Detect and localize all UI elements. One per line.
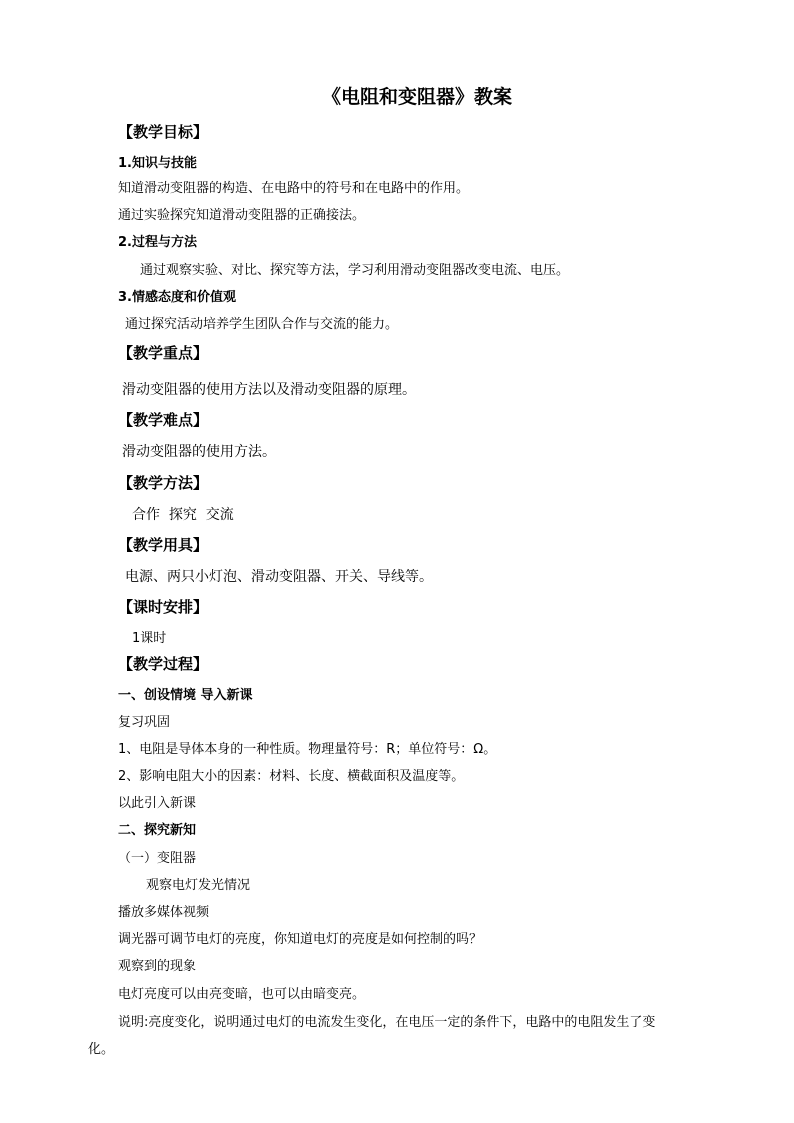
methods-heading: 【教学方法】 <box>118 474 209 492</box>
key-points-heading: 【教学重点】 <box>118 344 209 362</box>
lead-in-text: 以此引入新课 <box>118 796 197 811</box>
review-item-2: 2、影响电阻大小的因素：材料、长度、横截面积及温度等。 <box>118 769 465 784</box>
explanation-line-1: 说明:亮度变化，说明通过电灯的电流发生变化，在电压一定的条件下，电路中的电阻发生了变 <box>118 1015 656 1030</box>
objectives-heading: 【教学目标】 <box>118 123 209 141</box>
process-methods-title: 2.过程与方法 <box>118 235 197 250</box>
attitude-values-paragraph: 通过探究活动培养学生团队合作与交流的能力。 <box>125 317 399 332</box>
review-item-1: 1、电阻是导体本身的一种性质。物理量符号：R；单位符号：Ω。 <box>118 742 497 757</box>
process-heading: 【教学过程】 <box>118 655 209 673</box>
difficulties-heading: 【教学难点】 <box>118 411 209 429</box>
knowledge-paragraph-2: 通过实验探究知道滑动变阻器的正确接法。 <box>118 208 366 223</box>
schedule-heading: 【课时安排】 <box>118 598 209 616</box>
schedule-text: 1课时 <box>132 631 167 646</box>
tools-text: 电源、两只小灯泡、滑动变阻器、开关、导线等。 <box>125 569 433 585</box>
section-rheostat-title: （一）变阻器 <box>118 851 197 866</box>
review-label: 复习巩固 <box>118 715 171 730</box>
methods-text: 合作 探究 交流 <box>132 507 234 523</box>
knowledge-paragraph-1: 知道滑动变阻器的构造、在电路中的符号和在电路中的作用。 <box>118 181 470 196</box>
process-methods-paragraph: 通过观察实验、对比、探究等方法，学习利用滑动变阻器改变电流、电压。 <box>140 263 570 278</box>
observe-text: 观察电灯发光情况 <box>146 878 251 893</box>
explanation-line-2: 化。 <box>88 1042 115 1057</box>
phenomenon-text: 电灯亮度可以由亮变暗，也可以由暗变亮。 <box>118 987 366 1002</box>
question-text: 调光器可调节电灯的亮度，你知道电灯的亮度是如何控制的吗？ <box>118 932 483 947</box>
key-points-text: 滑动变阻器的使用方法以及滑动变阻器的原理。 <box>122 382 416 398</box>
part1-title: 一、创设情境 导入新课 <box>118 688 253 703</box>
document-title: 《电阻和变阻器》教案 <box>322 86 513 108</box>
attitude-values-title: 3.情感态度和价值观 <box>118 290 236 305</box>
difficulties-text: 滑动变阻器的使用方法。 <box>122 444 276 460</box>
part2-title: 二、探究新知 <box>118 823 197 838</box>
tools-heading: 【教学用具】 <box>118 536 209 554</box>
video-text: 播放多媒体视频 <box>118 905 210 920</box>
phenomenon-label: 观察到的现象 <box>118 959 197 974</box>
knowledge-skills-title: 1.知识与技能 <box>118 156 197 171</box>
